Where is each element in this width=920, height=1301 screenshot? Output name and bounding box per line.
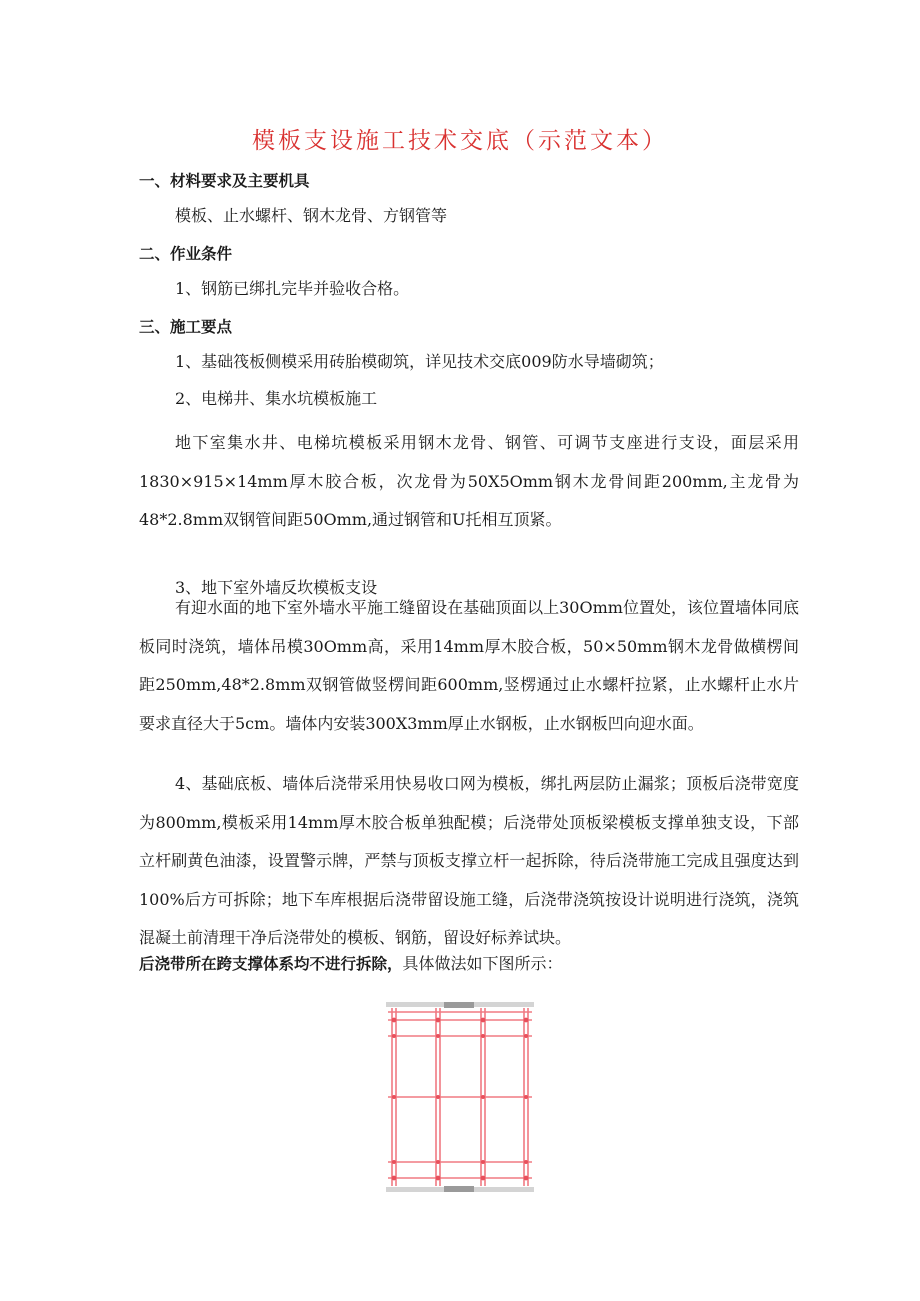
node: [481, 1018, 486, 1023]
node: [392, 1034, 396, 1038]
node: [524, 1018, 529, 1023]
scaffold-diagram: [386, 1002, 534, 1192]
node: [392, 1176, 397, 1181]
item-3-paragraph: 有迎水面的地下室外墙水平施工缝留设在基础顶面以上30Omm位置处，该位置墙体同底板同时浇筑，墙体吊模30Omm高，采用14mm厚木胶合板，50×50mm钢木龙骨做横楞间距250mm,48*2.8mm双钢管做竖楞间距600mm,竖楞通过止水螺杆拉紧，止水螺杆止水片要求直径大于5cm。墙体内安装300X3mm厚止水钢板，止水钢板凹向迎水面。: [139, 598, 799, 733]
top-post-pour-band: [444, 1002, 474, 1008]
node: [436, 1160, 440, 1164]
item-2-paragraph: 地下室集水井、电梯坑模板采用钢木龙骨、钢管、可调节支座进行支设，面层采用1830×915×14mm厚木胶合板，次龙骨为50X5Omm钢木龙骨间距200mm,主龙骨为48*2.8mm双钢管间距50Omm,通过钢管和U托相互顶紧。: [139, 433, 799, 529]
section-3-heading: 三、施工要点: [139, 318, 233, 336]
node: [524, 1176, 529, 1181]
item-2-title: 2、电梯井、集水坑模板施工: [175, 389, 378, 408]
note-rest: 具体做法如下图所示：: [402, 954, 563, 973]
section-1-heading: 一、材料要求及主要机具: [139, 172, 310, 190]
node: [392, 1160, 396, 1164]
node: [524, 1160, 528, 1164]
note-line: [139, 945, 799, 984]
node: [436, 1034, 440, 1038]
node: [392, 1095, 396, 1099]
node: [436, 1176, 441, 1181]
node: [481, 1176, 486, 1181]
bold-note: 后浇带所在跨支撑体系均不进行拆除，: [139, 955, 403, 973]
section-2-heading: 二、作业条件: [139, 245, 233, 263]
bottom-post-pour-band: [444, 1186, 474, 1192]
node: [481, 1160, 485, 1164]
document-title: 模板支设施工技术交底（示范文本）: [252, 128, 668, 154]
node: [524, 1095, 528, 1099]
node: [436, 1018, 441, 1023]
node: [524, 1034, 528, 1038]
node: [436, 1095, 440, 1099]
item-1-text: 1、基础筏板侧模采用砖胎模砌筑，详见技术交底009防水导墙砌筑；: [175, 352, 664, 371]
section-2-text: 1、钢筋已绑扎完毕并验收合格。: [175, 279, 410, 298]
section-1-text: 模板、止水螺杆、钢木龙骨、方钢管等: [175, 206, 448, 225]
node: [392, 1018, 397, 1023]
item-3-title: 3、地下室外墙反坎模板支设: [175, 578, 378, 597]
node: [481, 1034, 485, 1038]
item-4-paragraph: 4、基础底板、墙体后浇带采用快易收口网为模板，绑扎两层防止漏浆；顶板后浇带宽度为800mm,模板采用14mm厚木胶合板单独配模；后浇带处顶板梁模板支撑单独支设，下部立杆刷黄色油漆，设置警示牌，严禁与顶板支撑立杆一起拆除，待后浇带施工完成且强度达到100%后方可拆除；地下车库根据后浇带留设施工缝，后浇带浇筑按设计说明进行浇筑，浇筑混凝土前清理干净后浇带处的模板、钢筋，留设好标养试块。: [139, 774, 799, 947]
node: [481, 1095, 485, 1099]
